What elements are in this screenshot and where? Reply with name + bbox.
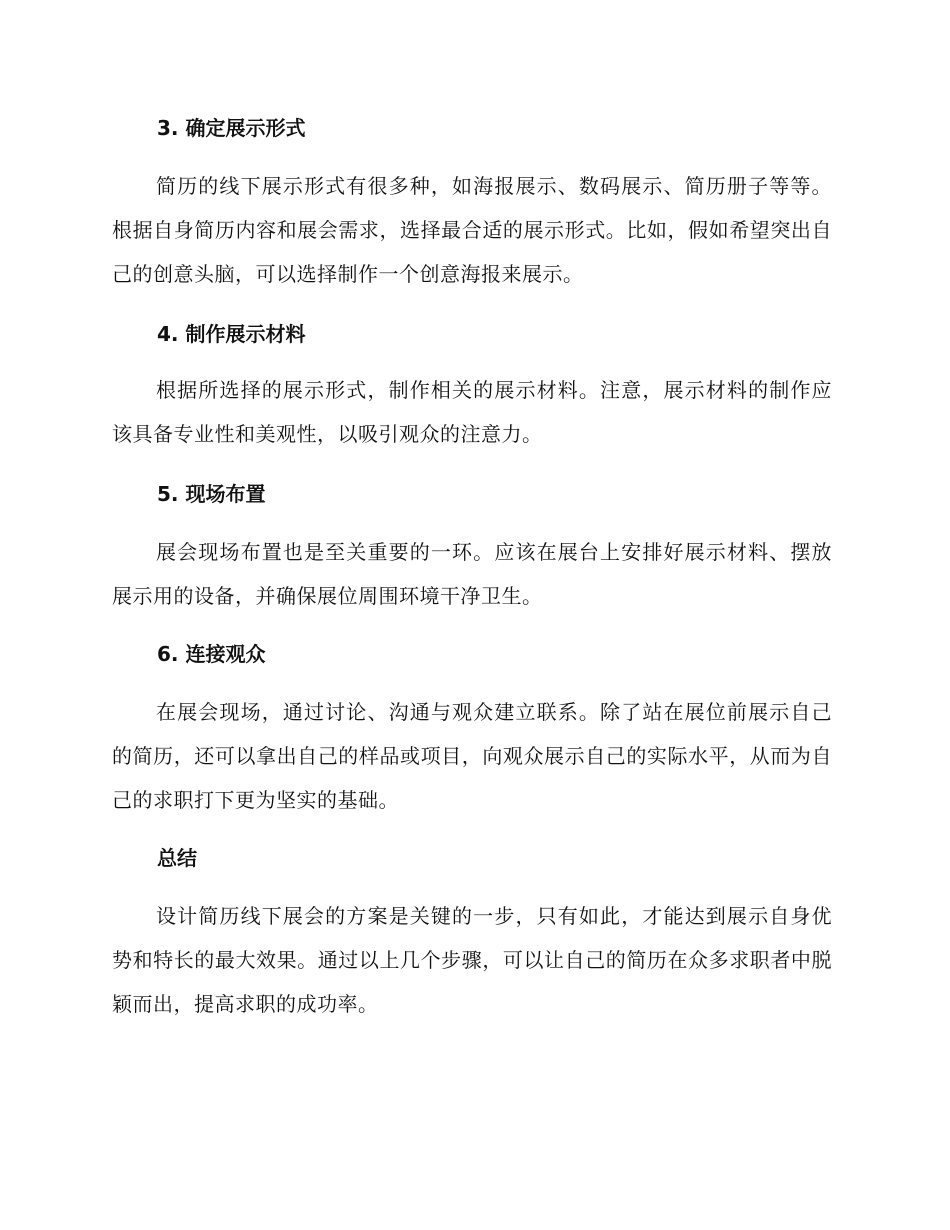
section-heading-summary: 总结 xyxy=(157,846,197,870)
section-body-summary: 设计简历线下展会的方案是关键的一步，只有如此，才能达到展示自身优势和特长的最大效果。通过以上几个步骤，可以让自己的简历在众多求职者中脱颖而出，提高求职的成功率。 xyxy=(112,904,832,1016)
section-body-display-format: 简历的线下展示形式有很多种，如海报展示、数码展示、简历册子等等。根据自身简历内容和展会需求，选择最合适的展示形式。比如，假如希望突出自己的创意头脑，可以选择制作一个创意海报来展示。 xyxy=(112,174,832,286)
section-heading-materials: 4. 制作展示材料 xyxy=(157,322,306,346)
section-body-onsite-setup: 展会现场布置也是至关重要的一环。应该在展台上安排好展示材料、摆放展示用的设备，并确保展位周围环境干净卫生。 xyxy=(112,540,832,608)
section-heading-connect-audience: 6. 连接观众 xyxy=(157,642,266,666)
section-heading-display-format: 3. 确定展示形式 xyxy=(157,116,306,140)
section-heading-onsite-setup: 5. 现场布置 xyxy=(157,482,266,506)
section-body-materials: 根据所选择的展示形式，制作相关的展示材料。注意，展示材料的制作应该具备专业性和美观性，以吸引观众的注意力。 xyxy=(112,378,832,446)
section-body-connect-audience: 在展会现场，通过讨论、沟通与观众建立联系。除了站在展位前展示自己的简历，还可以拿出自己的样品或项目，向观众展示自己的实际水平，从而为自己的求职打下更为坚实的基础。 xyxy=(112,700,832,812)
